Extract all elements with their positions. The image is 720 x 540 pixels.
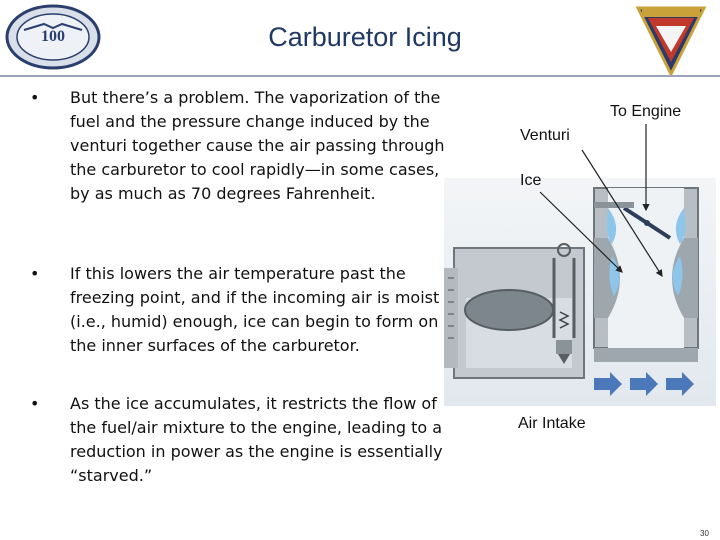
svg-text:100: 100 [41, 28, 65, 45]
bullet-marker: • [30, 88, 40, 107]
carburetor-diagram [444, 178, 716, 406]
to-engine-label: To Engine [610, 103, 682, 120]
ice-label: Ice [520, 172, 542, 189]
page-number: 30 [700, 529, 709, 538]
bullet-text: As the ice accumulates, it restricts the flow of the fuel/air mixture to the engine, leading to a reduction in power as the engine is essentially “starved.” [70, 394, 443, 485]
bullet-marker: • [30, 264, 40, 283]
bullet-text: But there’s a problem. The vaporization of the fuel and the pressure change induced by the venturi together cause the air passing through the carburetor to cool rapidly—in some cases, by as much as 70 degrees Fahrenheit. [70, 88, 445, 203]
bullet-item [30, 392, 450, 488]
bullet-marker: • [30, 394, 40, 413]
bullet-item [30, 262, 450, 358]
title-divider [0, 75, 720, 77]
venturi-label: Venturi [520, 127, 570, 144]
bullet-text: If this lowers the air temperature past the freezing point, and if the incoming air is moist (i.e., humid) enough, ice can begin to form on the inner surfaces of the carburetor. [70, 264, 440, 355]
slide-title: Carburetor Icing [268, 22, 462, 52]
bullet-item [30, 86, 450, 206]
air-intake-label: Air Intake [518, 415, 586, 432]
